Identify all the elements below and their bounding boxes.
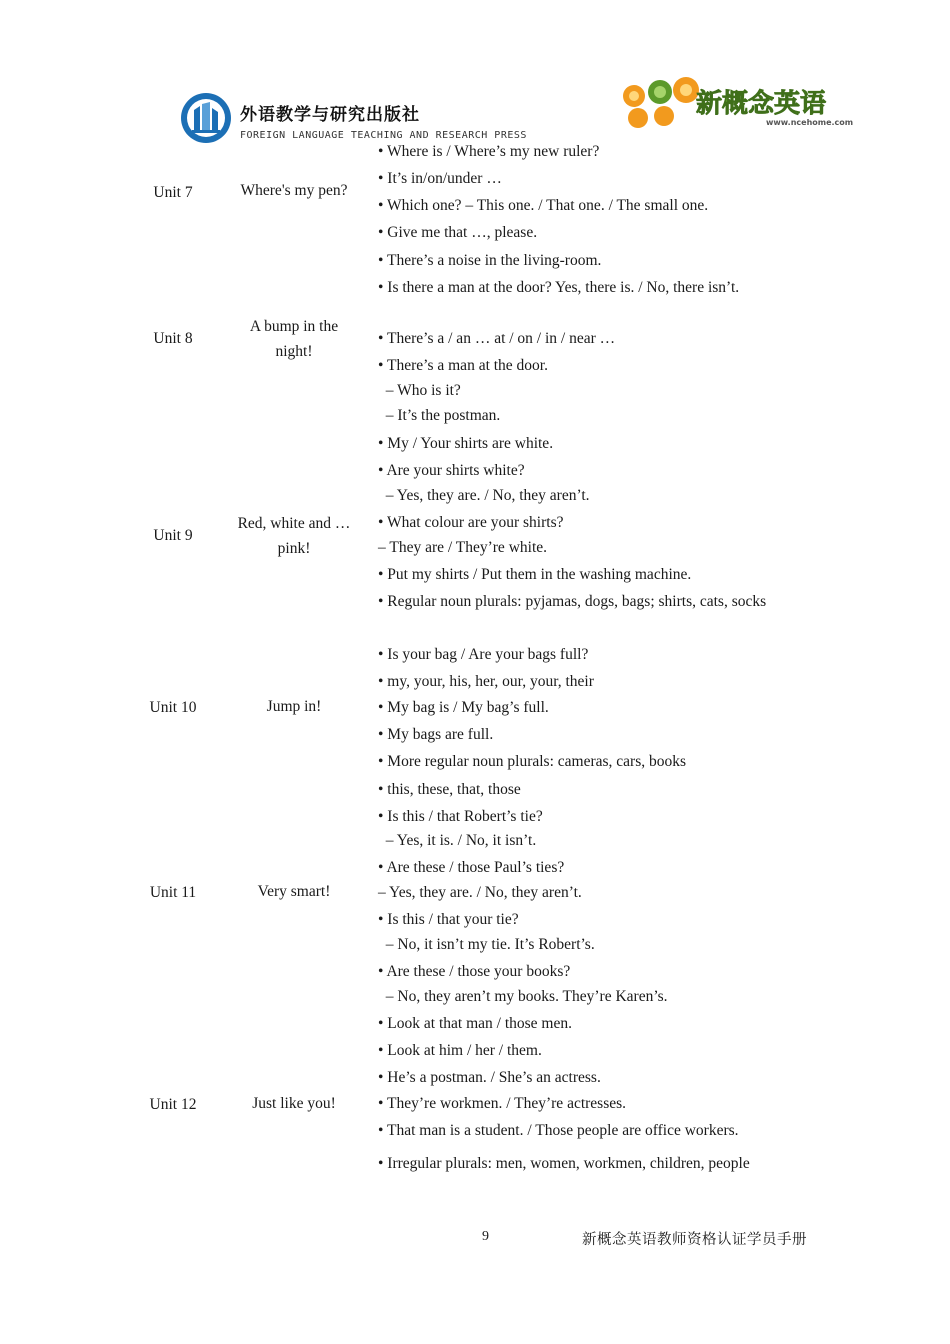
language-point-line: – Yes, they are. / No, they aren’t. [378, 487, 590, 504]
unit-title-line: Just like you! [252, 1095, 336, 1112]
language-point-line: • this, these, that, those [378, 781, 521, 798]
fltrp-logo-icon [180, 90, 232, 146]
unit-title [219, 1091, 369, 1116]
language-point-line: • He’s a postman. / She’s an actress. [378, 1069, 601, 1086]
book-title: 新概念英语教师资格认证学员手册 [582, 1232, 807, 1248]
unit-label: Unit 7 [153, 184, 193, 201]
language-point-line: • Where is / Where’s my new ruler? [378, 143, 600, 160]
language-point-line: • Is there a man at the door? Yes, there is. / No, there isn’t. [378, 279, 740, 296]
unit-title-line: Red, white and … [237, 515, 351, 532]
language-point-line: • Look at him / her / them. [378, 1042, 542, 1059]
language-point-line: • They’re workmen. / They’re actresses. [378, 1095, 627, 1112]
unit-title [219, 314, 369, 364]
unit-title-line: pink! [277, 540, 311, 557]
unit-label: Unit 11 [149, 884, 197, 901]
publisher-name-en: FOREIGN LANGUAGE TEACHING AND RESEARCH PRESS [240, 130, 527, 141]
language-point-line: – Who is it? [378, 382, 461, 399]
unit-title-line: A bump in the [249, 318, 339, 335]
unit-title [219, 879, 369, 904]
language-point-line: – No, they aren’t my books. They’re Karen’s. [378, 988, 668, 1005]
language-point-line: • Are your shirts white? [378, 462, 525, 479]
unit-title [219, 511, 369, 561]
publisher-name-cn: 外语教学与研究出版社 [240, 105, 420, 125]
language-point-line: • Look at that man / those men. [378, 1015, 572, 1032]
language-point-line: • Irregular plurals: men, women, workmen, children, people [378, 1155, 750, 1172]
unit-label: Unit 10 [149, 699, 197, 716]
unit-title [219, 178, 369, 203]
language-point-line: • My bag is / My bag’s full. [378, 699, 549, 716]
language-point-line: – Yes, it is. / No, it isn’t. [378, 832, 537, 849]
language-point-line: • There’s a / an … at / on / in / near … [378, 330, 616, 347]
language-point-line: • Is your bag / Are your bags full? [378, 646, 589, 663]
language-point-line: • What colour are your shirts? [378, 514, 564, 531]
unit-title [219, 694, 369, 719]
language-point-line: – It’s the postman. [378, 407, 501, 424]
language-point-line: • my, your, his, her, our, your, their [378, 673, 594, 690]
language-point-line: • More regular noun plurals: cameras, cars, books [378, 753, 687, 770]
language-point-line: • There’s a noise in the living-room. [378, 252, 602, 269]
language-point-line: • It’s in/on/under … [378, 170, 502, 187]
language-point-line: • There’s a man at the door. [378, 357, 548, 374]
unit-title-line: night! [275, 343, 313, 360]
language-point-line: • Which one? – This one. / That one. / The small one. [378, 197, 709, 214]
unit-title-line: Very smart! [257, 883, 331, 900]
language-point-line: • Give me that …, please. [378, 224, 538, 241]
language-point-line: • My bags are full. [378, 726, 494, 743]
unit-title-line: Where's my pen? [240, 182, 348, 199]
language-point-line: – Yes, they are. / No, they aren’t. [378, 884, 582, 901]
unit-label: Unit 12 [149, 1096, 197, 1113]
unit-label: Unit 8 [153, 330, 193, 347]
page-number: 9 [482, 1229, 489, 1244]
language-point-line: • Is this / that Robert’s tie? [378, 808, 543, 825]
language-point-line: • That man is a student. / Those people are office workers. [378, 1122, 739, 1139]
brand-wordmark: 新概念英语 [696, 89, 827, 119]
language-point-line: • Are these / those Paul’s ties? [378, 859, 565, 876]
language-point-line: • Regular noun plurals: pyjamas, dogs, bags; shirts, cats, socks [378, 593, 767, 610]
language-point-line: • Put my shirts / Put them in the washing machine. [378, 566, 692, 583]
unit-label: Unit 9 [153, 527, 193, 544]
brand-url: www.ncehome.com [766, 118, 854, 127]
unit-title-line: Jump in! [266, 698, 322, 715]
language-point-line: – They are / They’re white. [378, 539, 548, 556]
language-point-line: • Are these / those your books? [378, 963, 571, 980]
language-point-line: – No, it isn’t my tie. It’s Robert’s. [378, 936, 595, 953]
language-point-line: • My / Your shirts are white. [378, 435, 554, 452]
language-point-line: • Is this / that your tie? [378, 911, 519, 928]
